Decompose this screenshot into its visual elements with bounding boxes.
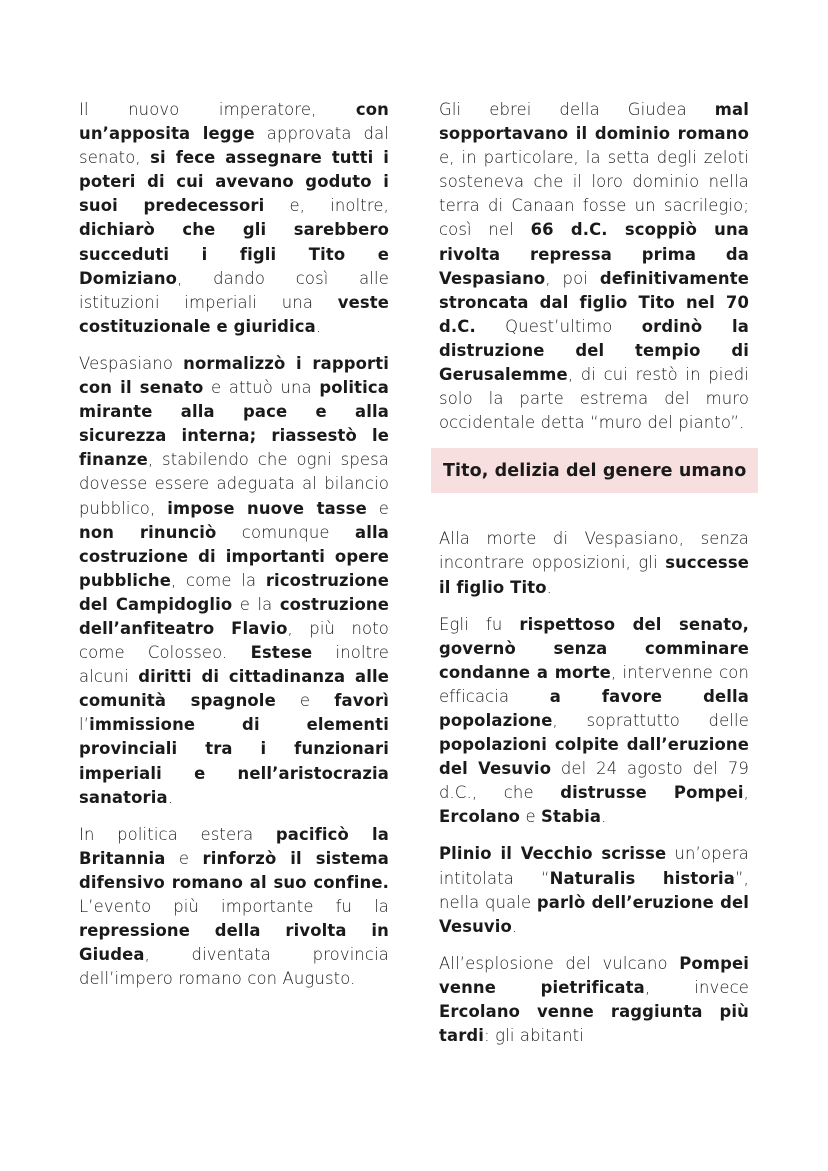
bold-text: Naturalis historia [549,868,735,888]
text-run: , più noto come Colosseo. [79,618,389,663]
text-run: ”, nella quale [439,868,749,912]
text-run: e, in particolare, la setta degli zeloti sosteneva che il loro dominio nella terra di Canaan fosse un sacrilegio; così nel [439,148,749,240]
bold-text: popolazioni colpite dall’eruzione del Vesuvio [439,735,749,779]
text-run: In politica estera [79,824,276,844]
text-run: All’esplosione del vulcano [439,953,680,973]
bold-text: rispettoso del senato, governò senza comminare condanne a morte [439,614,749,682]
text-run: , stabilendo che ogni spesa dovesse essere adeguata al bilancio pubblico, [79,450,389,518]
bold-text: successe il figlio Tito [439,553,749,597]
bold-text: favorì [334,691,389,711]
text-run: , di cui restò in piedi solo la parte estrema del muro occidentale detta “muro del pianto”. [439,365,749,433]
bold-text: impose nuove tasse [167,498,367,518]
text-run: inoltre alcuni [79,643,390,687]
paragraph-judea-revolt [439,98,749,435]
bold-text: ricostruzione del Campidoglio [79,570,389,614]
text-run: Alla morte di Vespasiano, senza incontrare opposizioni, gli [439,529,749,573]
bold-text: immissione di elementi provinciali tra i funzionari imperiali e nell’aristocrazia sanatoria [79,715,389,807]
text-run: , dando così alle istituzioni imperiali una [79,268,389,312]
bold-text: parlò dell’eruzione del Vesuvio [439,892,749,936]
bold-text: alla costruzione di importanti opere pubbliche [79,522,389,590]
bold-text: veste costituzionale e giuridica [79,292,389,336]
paragraph-eruption [439,952,749,1048]
text-run: . [167,787,174,807]
text-run: approvata dal senato, [79,124,389,168]
bold-text: 66 d.C. scoppiò una rivolta repressa prima da Vespasiano [439,220,750,288]
text-run: : gli abitanti [484,1026,584,1046]
text-run: e [275,691,335,711]
right-column [439,98,749,1061]
bold-text: politica mirante alla pace e alla sicurezza interna; riassestò le finanze [79,378,389,470]
text-run: , soprattutto delle [552,710,749,730]
text-run: , diventata provincia dell’impero romano con Augusto. [79,945,389,989]
text-run: Egli fu [439,614,520,634]
paragraph-foreign-policy [79,823,389,992]
text-run: , intervenne con efficacia [439,662,749,706]
bold-text: definitivamente stroncata dal figlio Tito nel 70 d.C. [439,268,749,336]
text-run: , [743,783,750,803]
text-run: , poi [545,268,600,288]
text-run: , come la [170,570,266,590]
text-run: Quest’ultimo [475,316,642,336]
bold-text: rinforzò il sistema difensivo romano al suo confine. [79,848,389,892]
bold-text: diritti di cittadinanza alle comunità spagnole [79,667,390,711]
bold-text: repressione della rivolta in Giudea [79,921,389,965]
bold-text: non rinunciò [79,522,217,542]
bold-text: con un’apposita legge [79,100,389,144]
bold-text: Ercolano venne raggiunta più tardi [439,1002,749,1046]
bold-text: distrusse Pompei [560,783,744,803]
text-run: un’opera intitolata “ [439,844,749,888]
bold-text: si fece assegnare tutti i poteri di cui avevano goduto i suoi predecessori [79,148,389,216]
text-run: Il nuovo imperatore, [79,100,356,119]
text-run: , invece [644,977,749,997]
bold-text: Ercolano [439,807,521,827]
text-run: e [520,807,542,827]
bold-text: normalizzò i rapporti con il senato [79,353,389,398]
bold-text: mal sopportavano il dominio romano [439,100,749,144]
text-run: L’evento più importante fu la [79,897,389,916]
text-run: e, inoltre, [264,196,389,216]
bold-text: Estese [250,643,313,663]
text-run: comunque [216,522,356,542]
left-column [79,98,389,1004]
text-run: . [511,916,518,936]
paragraph-tito-succession [439,527,749,599]
bold-text: costruzione dell’anfiteatro Flavio [79,594,389,638]
text-run: . [601,807,607,827]
bold-text: Stabia [541,807,602,827]
paragraph-new-emperor [79,98,389,339]
text-run: e [165,848,203,868]
text-run: . [546,577,552,597]
bold-text: dichiarò che gli sarebbero succeduti i figli Tito e Domiziano [79,220,389,288]
text-run: e attuò una [203,378,320,398]
text-run: Vespasiano [79,353,184,373]
paragraph-vespasiano-policies [79,352,389,810]
bold-text: ordinò la distruzione del tempio di Gerusalemme [439,316,749,385]
bold-text: pacificò la Britannia [79,824,390,868]
text-run: e la [232,594,280,614]
section-heading-box [431,448,758,493]
section-heading: Tito, delizia del genere umano [443,460,747,481]
paragraph-plinio [439,842,749,938]
bold-text: a favore della popolazione [439,686,749,730]
text-run: . [315,316,322,336]
paragraph-tito-rule [439,613,749,830]
text-run: del 24 agosto del 79 d.C., che [439,759,750,803]
text-run: e [366,498,389,518]
bold-text: Pompei venne pietrificata [439,953,749,997]
text-run: Gli ebrei della Giudea [439,100,715,119]
bold-text: Plinio il Vecchio scrisse [439,844,667,864]
text-run: l’ [79,715,90,735]
